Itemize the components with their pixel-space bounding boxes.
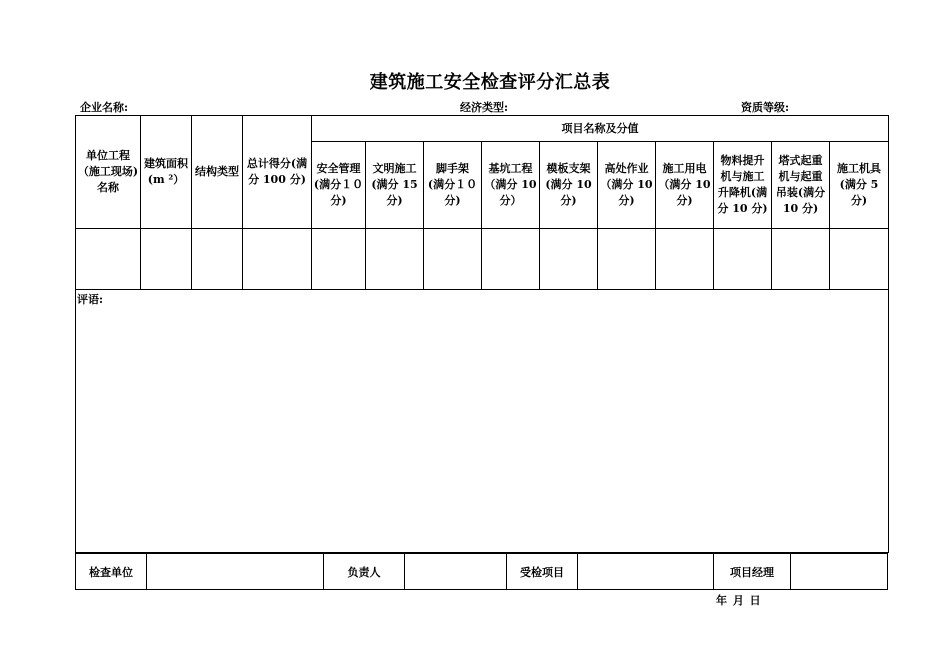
signature-table xyxy=(75,553,888,590)
date-line: 年 月 日 xyxy=(716,594,761,607)
header-items-group: 项目名称及分值 xyxy=(312,116,889,142)
cell-hoist[interactable] xyxy=(714,229,772,290)
cell-machinery[interactable] xyxy=(830,229,889,290)
header-item-scaffolding: 脚手架 (满分１０ 分) xyxy=(424,142,482,229)
cell-foundation-pit[interactable] xyxy=(482,229,540,290)
header-item-civilized-construction: 文明施工 (满分 15 分) xyxy=(366,142,424,229)
cell-structure-type[interactable] xyxy=(192,229,243,290)
header-item-electricity: 施工用电 （满分 10 分) xyxy=(656,142,714,229)
inspect-unit-field[interactable] xyxy=(147,554,324,590)
project-manager-label: 项目经理 xyxy=(714,554,791,590)
cell-unit-project[interactable] xyxy=(76,229,141,290)
header-building-area: 建筑面积 (m ²） xyxy=(141,116,192,229)
cell-safety-management[interactable] xyxy=(312,229,366,290)
cell-formwork[interactable] xyxy=(540,229,598,290)
inspect-unit-label: 检查单位 xyxy=(76,554,147,590)
score-summary-table xyxy=(75,115,889,553)
header-item-machinery: 施工机具 (满分 5 分) xyxy=(830,142,889,229)
cell-building-area[interactable] xyxy=(141,229,192,290)
inspected-item-field[interactable] xyxy=(578,554,714,590)
project-manager-field[interactable] xyxy=(791,554,888,590)
form-title: 建筑施工安全检查评分汇总表 xyxy=(369,72,611,93)
header-item-tower-crane: 塔式起重 机与起重 吊装(满分 10 分) xyxy=(772,142,830,229)
table-row xyxy=(76,229,889,290)
header-item-work-at-height: 高处作业 （满分 10 分) xyxy=(598,142,656,229)
cell-tower-crane[interactable] xyxy=(772,229,830,290)
cell-work-at-height[interactable] xyxy=(598,229,656,290)
header-item-formwork: 模板支架 (满分 10 分) xyxy=(540,142,598,229)
economic-type-label: 经济类型: xyxy=(460,101,509,114)
header-item-safety-management: 安全管理 (满分１０ 分) xyxy=(312,142,366,229)
comment-field[interactable] xyxy=(76,290,889,553)
responsible-person-field[interactable] xyxy=(405,554,507,590)
responsible-person-label: 负责人 xyxy=(324,554,405,590)
inspected-item-label: 受检项目 xyxy=(507,554,578,590)
header-unit-project: 单位工程 （施工现场) 名称 xyxy=(76,116,141,229)
qualification-level-label: 资质等级: xyxy=(741,101,790,114)
cell-total-score[interactable] xyxy=(243,229,312,290)
header-structure-type: 结构类型 xyxy=(192,116,243,229)
comment-label: 评语: xyxy=(77,293,104,306)
cell-electricity[interactable] xyxy=(656,229,714,290)
header-item-foundation-pit: 基坑工程 （满分 10 分） xyxy=(482,142,540,229)
header-item-hoist: 物料提升 机与施工 升降机(满 分 10 分) xyxy=(714,142,772,229)
cell-civilized-construction[interactable] xyxy=(366,229,424,290)
header-total-score: 总计得分(满 分 100 分) xyxy=(243,116,312,229)
cell-scaffolding[interactable] xyxy=(424,229,482,290)
company-name-label: 企业名称: xyxy=(80,101,129,114)
